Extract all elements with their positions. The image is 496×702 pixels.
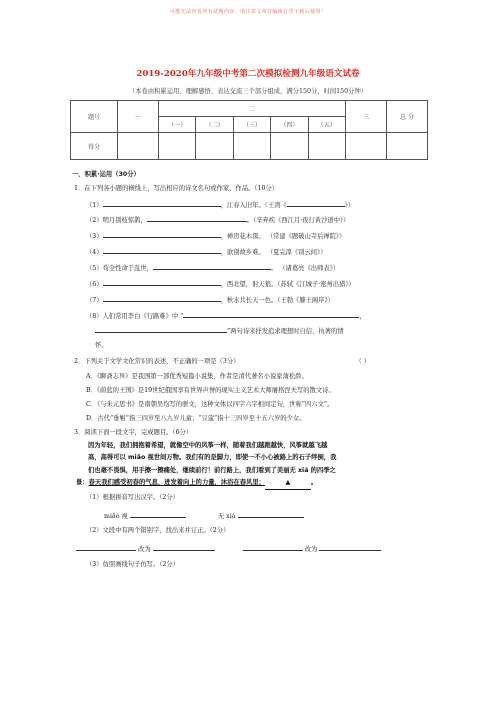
exam-title: 2019-2020年九年级中考第二次模拟检测九年级语文试卷 (136, 69, 360, 79)
pinyin-label: 无 xiá (217, 513, 236, 520)
col-er: 二 (159, 101, 346, 117)
option-a: A．《聊斋志异》是我国第一部优秀短篇小说集，作者是清代著名小说家蒲松龄。 (86, 373, 308, 380)
pinyin-row (104, 511, 304, 521)
correction-label: 改为 (138, 546, 151, 553)
item-text: ， (359, 313, 366, 320)
item-text: 人们常用李白《行路难》中 “ (102, 313, 184, 320)
sub-col-3: （三） (233, 117, 270, 133)
sub-col-4: （四） (271, 117, 308, 133)
passage-text: 景： (76, 479, 89, 486)
item-number: （6） (86, 281, 103, 288)
score-cell[interactable] (196, 133, 233, 160)
item-text: ，江春入旧年。（王湾《 (220, 202, 287, 209)
score-cell[interactable] (387, 133, 428, 160)
item-text: 》） (344, 202, 355, 209)
answer-blank[interactable] (238, 511, 304, 518)
q1-item-8 (86, 311, 366, 321)
answer-blank[interactable] (319, 544, 381, 551)
item-number: （1） (86, 202, 103, 209)
answer-blank[interactable] (287, 200, 345, 207)
correction-row (76, 544, 381, 554)
item-text: 明月别枝惊鹊， (102, 217, 147, 224)
answer-blank[interactable] (76, 544, 136, 551)
item-text: ”两句诗来抒发追求理想时自信、执著的情 (227, 328, 344, 335)
item-text: 苟全性命于乱世， (102, 265, 153, 272)
q2-stem (74, 358, 370, 366)
score-cell[interactable] (159, 133, 196, 160)
answer-blank[interactable] (103, 295, 221, 302)
option-b: B．《蔚蓝的王国》是19世纪俄国享有世界声誉的现实主义艺术大师屠格涅夫写的散文诗。 (86, 387, 335, 394)
q3-sub1: （1）根据拼音写出汉字。（2分） (86, 494, 180, 501)
item-text: ，西北望，射天狼。（苏轼《江城子·密州出猎》） (220, 281, 355, 288)
col-san: 三 (346, 101, 387, 133)
q1-item-3 (86, 231, 345, 241)
item-number: （5） (86, 265, 103, 272)
answer-blank[interactable] (153, 263, 271, 270)
answer-blank[interactable] (243, 544, 303, 551)
reading-passage (76, 440, 428, 477)
answer-blank[interactable] (95, 326, 227, 333)
passage-last-line: 景：春天我们感受初春的气息，迸发着向上的力量，沐浴在春风里； ▲ 。 (76, 477, 428, 490)
answer-blank[interactable] (103, 200, 221, 207)
item-number: （4） (86, 249, 103, 256)
col-zongfen: 总 分 (387, 101, 428, 133)
q3-stem: 3．阅读下面一段文字，完成题目。（6分） (74, 429, 193, 436)
underlined-sentence: 春天我们感受初春的气息，迸发着向上的力量，沐浴在春风里； (88, 479, 265, 486)
item-text: ，秋水共长天一色。（王勃《滕王阁序》） (220, 297, 334, 304)
q1-item-8-cont (95, 326, 344, 336)
passage-line: 因为年轻，我们拥抱着希望，就像空中的风筝一样，随着我们越跑越快，风筝就越飞越 (88, 442, 328, 449)
watermark: 可能无法查看所有试题内容，请注意文章并编辑打印下载后使用！ (169, 9, 327, 15)
score-cell[interactable] (346, 133, 387, 160)
question-stem: 1．在下列各小题的横线上，写出相应的诗文名句或作家、作品。（10分） (74, 185, 279, 192)
sub-col-1: （一） (159, 117, 196, 133)
score-table (70, 100, 428, 160)
answer-paren[interactable]: （ ） (355, 358, 371, 365)
answer-blank[interactable] (183, 311, 359, 318)
sub-col-2: （二） (196, 117, 233, 133)
q3-sub2: （2）文段中有两个错别字，找出来并订正。（2分） (86, 527, 230, 534)
item-number: （7） (86, 297, 103, 304)
score-cell[interactable] (233, 133, 270, 160)
item-number: （8） (86, 313, 103, 320)
answer-blank[interactable] (103, 279, 221, 286)
q1-item-2 (86, 215, 349, 225)
score-cell[interactable] (271, 133, 308, 160)
item-number: （3） (86, 233, 103, 240)
item-text: 。 （诸葛亮《出师表》） (270, 265, 340, 272)
score-cell[interactable] (308, 133, 345, 160)
q1-item-5 (86, 263, 339, 273)
answer-blank[interactable] (103, 231, 221, 238)
fill-blank-triangle[interactable]: ▲ (265, 477, 311, 490)
answer-blank[interactable] (153, 544, 215, 551)
item-number: （2） (86, 217, 103, 224)
sub-col-5: （五） (308, 117, 345, 133)
score-cell[interactable] (118, 133, 159, 160)
answer-blank[interactable] (147, 215, 247, 222)
q1-item-6 (86, 279, 355, 289)
section-heading: 一、积累·运用（30分） (72, 171, 140, 178)
q1-item-1 (86, 200, 354, 210)
answer-blank[interactable] (130, 511, 186, 518)
passage-line: 们也毫不畏惧，用手擦一擦痛处，继续前行！前行路上，我们看到了美丽无 xiá 的四季之 (88, 466, 336, 474)
item-text: 。（辛弃疾《西江月·夜行黄沙道中》） (246, 217, 350, 224)
option-d: D．古代“垂髫”指三四岁至八九岁儿童；“豆蔻”指十三四岁至十五六岁的少女。 (86, 415, 306, 422)
row-defen: 得分 (71, 133, 118, 160)
col-yi: 一 (118, 101, 159, 133)
item-text: ，禅房花木深。 （常建《题破山寺后禅院》） (220, 233, 346, 240)
q3-sub3: （3）仿照画线句子仿写。（2分） (86, 561, 180, 568)
answer-blank[interactable] (103, 247, 221, 254)
q1-item-8-end: 怀。 (95, 342, 108, 349)
q1-item-7 (86, 295, 334, 305)
pinyin-label: miǎo 视 (104, 513, 128, 520)
option-c: C．《与朱元思书》是南朝吴均写的骈文，这种文体以四字六字相间定句，世称“四六文”。 (86, 401, 334, 408)
col-tihao: 题号 (71, 101, 118, 133)
passage-line: 高，高得可以 miǎo 视世间万物。我们有的是脚力，即使一不小心被路上的石子绊倒，我 (88, 454, 337, 462)
exam-subtitle: （本卷由积累运用、理解感悟、表达交流三个部分组成，满分150分，时间150分钟） (128, 88, 368, 95)
correction-label: 改为 (304, 546, 318, 553)
question-stem: 2．下列关于文学文化常识的表述，不正确的一项是（3分） (74, 358, 240, 365)
q1-item-4 (86, 247, 327, 257)
item-text: ，欲别故乡难。 （夏完淳《别云间》） (220, 249, 327, 256)
